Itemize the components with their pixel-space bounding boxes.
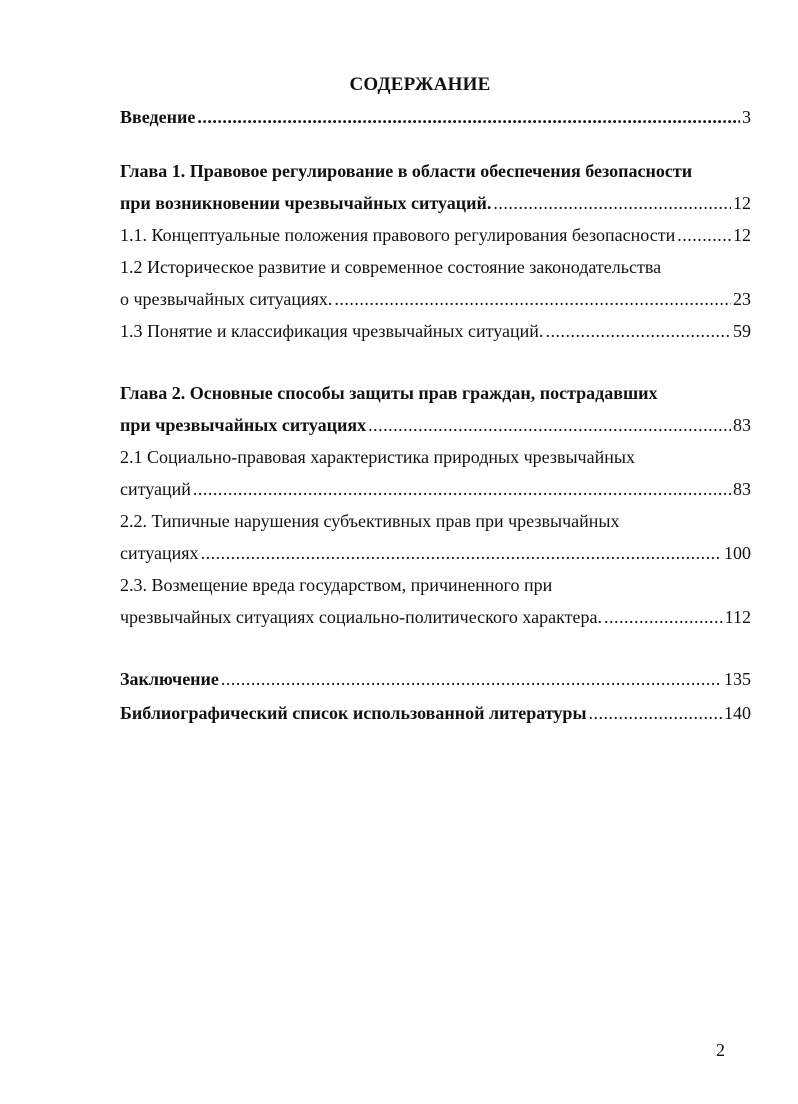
toc-entry-text: 1.3 Понятие и классификация чрезвычайных ситуаций. xyxy=(120,321,544,341)
toc-entry-text: при возникновении чрезвычайных ситуаций. xyxy=(120,193,492,213)
dot-leader xyxy=(493,192,731,214)
chapter1-heading-line1: Глава 1. Правовое регулирование в области обеспечения безопасности xyxy=(120,161,693,181)
toc-page-number: 135 xyxy=(724,669,751,689)
toc-entry-text: о чрезвычайных ситуациях. xyxy=(120,289,333,309)
dot-leader xyxy=(589,702,723,724)
toc-page-number: 3 xyxy=(742,107,751,127)
toc-entry-2-3[interactable] xyxy=(120,606,751,628)
dot-leader xyxy=(201,542,722,564)
toc-page-number: 12 xyxy=(733,193,751,213)
toc-entry-1-1[interactable] xyxy=(120,224,751,246)
toc-entry-bibliography[interactable] xyxy=(120,702,751,724)
toc-entry-text: Библиографический список использованной литературы xyxy=(120,703,587,723)
dot-leader xyxy=(677,224,731,246)
toc-entry-1-2-line1: 1.2 Историческое развитие и современное состояние законодательства xyxy=(120,257,662,277)
toc-entry-conclusion[interactable] xyxy=(120,668,751,690)
toc-entry-1-2[interactable] xyxy=(120,288,751,310)
toc-page-number: 23 xyxy=(733,289,751,309)
toc-page-number: 140 xyxy=(724,703,751,723)
dot-leader xyxy=(368,414,731,436)
toc-entry-chapter2[interactable] xyxy=(120,414,751,436)
toc-entry-text: ситуаций xyxy=(120,479,191,499)
dot-leader xyxy=(221,668,722,690)
toc-page-number: 100 xyxy=(724,543,751,563)
toc-entry-text: чрезвычайных ситуациях социально-политического характера. xyxy=(120,607,602,627)
toc-entry-2-1[interactable] xyxy=(120,478,751,500)
toc-entry-text: при чрезвычайных ситуациях xyxy=(120,415,367,435)
chapter2-heading-line1: Глава 2. Основные способы защиты прав граждан, пострадавших xyxy=(120,383,658,403)
toc-entry-text: Введение xyxy=(120,107,196,127)
toc-page-number: 59 xyxy=(733,321,751,341)
dot-leader xyxy=(197,106,740,128)
dot-leader xyxy=(193,478,731,500)
toc-entry-2-3-line1: 2.3. Возмещение вреда государством, причиненного при xyxy=(120,575,553,595)
toc-page-number: 83 xyxy=(733,479,751,499)
toc-entry-2-2[interactable] xyxy=(120,542,751,564)
toc-entry-2-2-line1: 2.2. Типичные нарушения субъективных прав при чрезвычайных xyxy=(120,511,620,531)
toc-entry-intro[interactable] xyxy=(120,106,751,128)
toc-title: СОДЕРЖАНИЕ xyxy=(349,74,491,95)
toc-entry-1-3[interactable] xyxy=(120,320,751,342)
dot-leader xyxy=(545,320,731,342)
dot-leader xyxy=(604,606,723,628)
toc-entry-2-1-line1: 2.1 Социально-правовая характеристика природных чрезвычайных xyxy=(120,447,635,467)
dot-leader xyxy=(334,288,731,310)
toc-page-number: 12 xyxy=(733,225,751,245)
page-number: 2 xyxy=(716,1040,725,1060)
toc-entry-text: 1.1. Концептуальные положения правового регулирования безопасности xyxy=(120,225,676,245)
toc-entry-chapter1[interactable] xyxy=(120,192,751,214)
toc-entry-text: Заключение xyxy=(120,669,219,689)
toc-page-number: 83 xyxy=(733,415,751,435)
toc-page-number: 112 xyxy=(724,607,751,627)
toc-entry-text: ситуациях xyxy=(120,543,199,563)
